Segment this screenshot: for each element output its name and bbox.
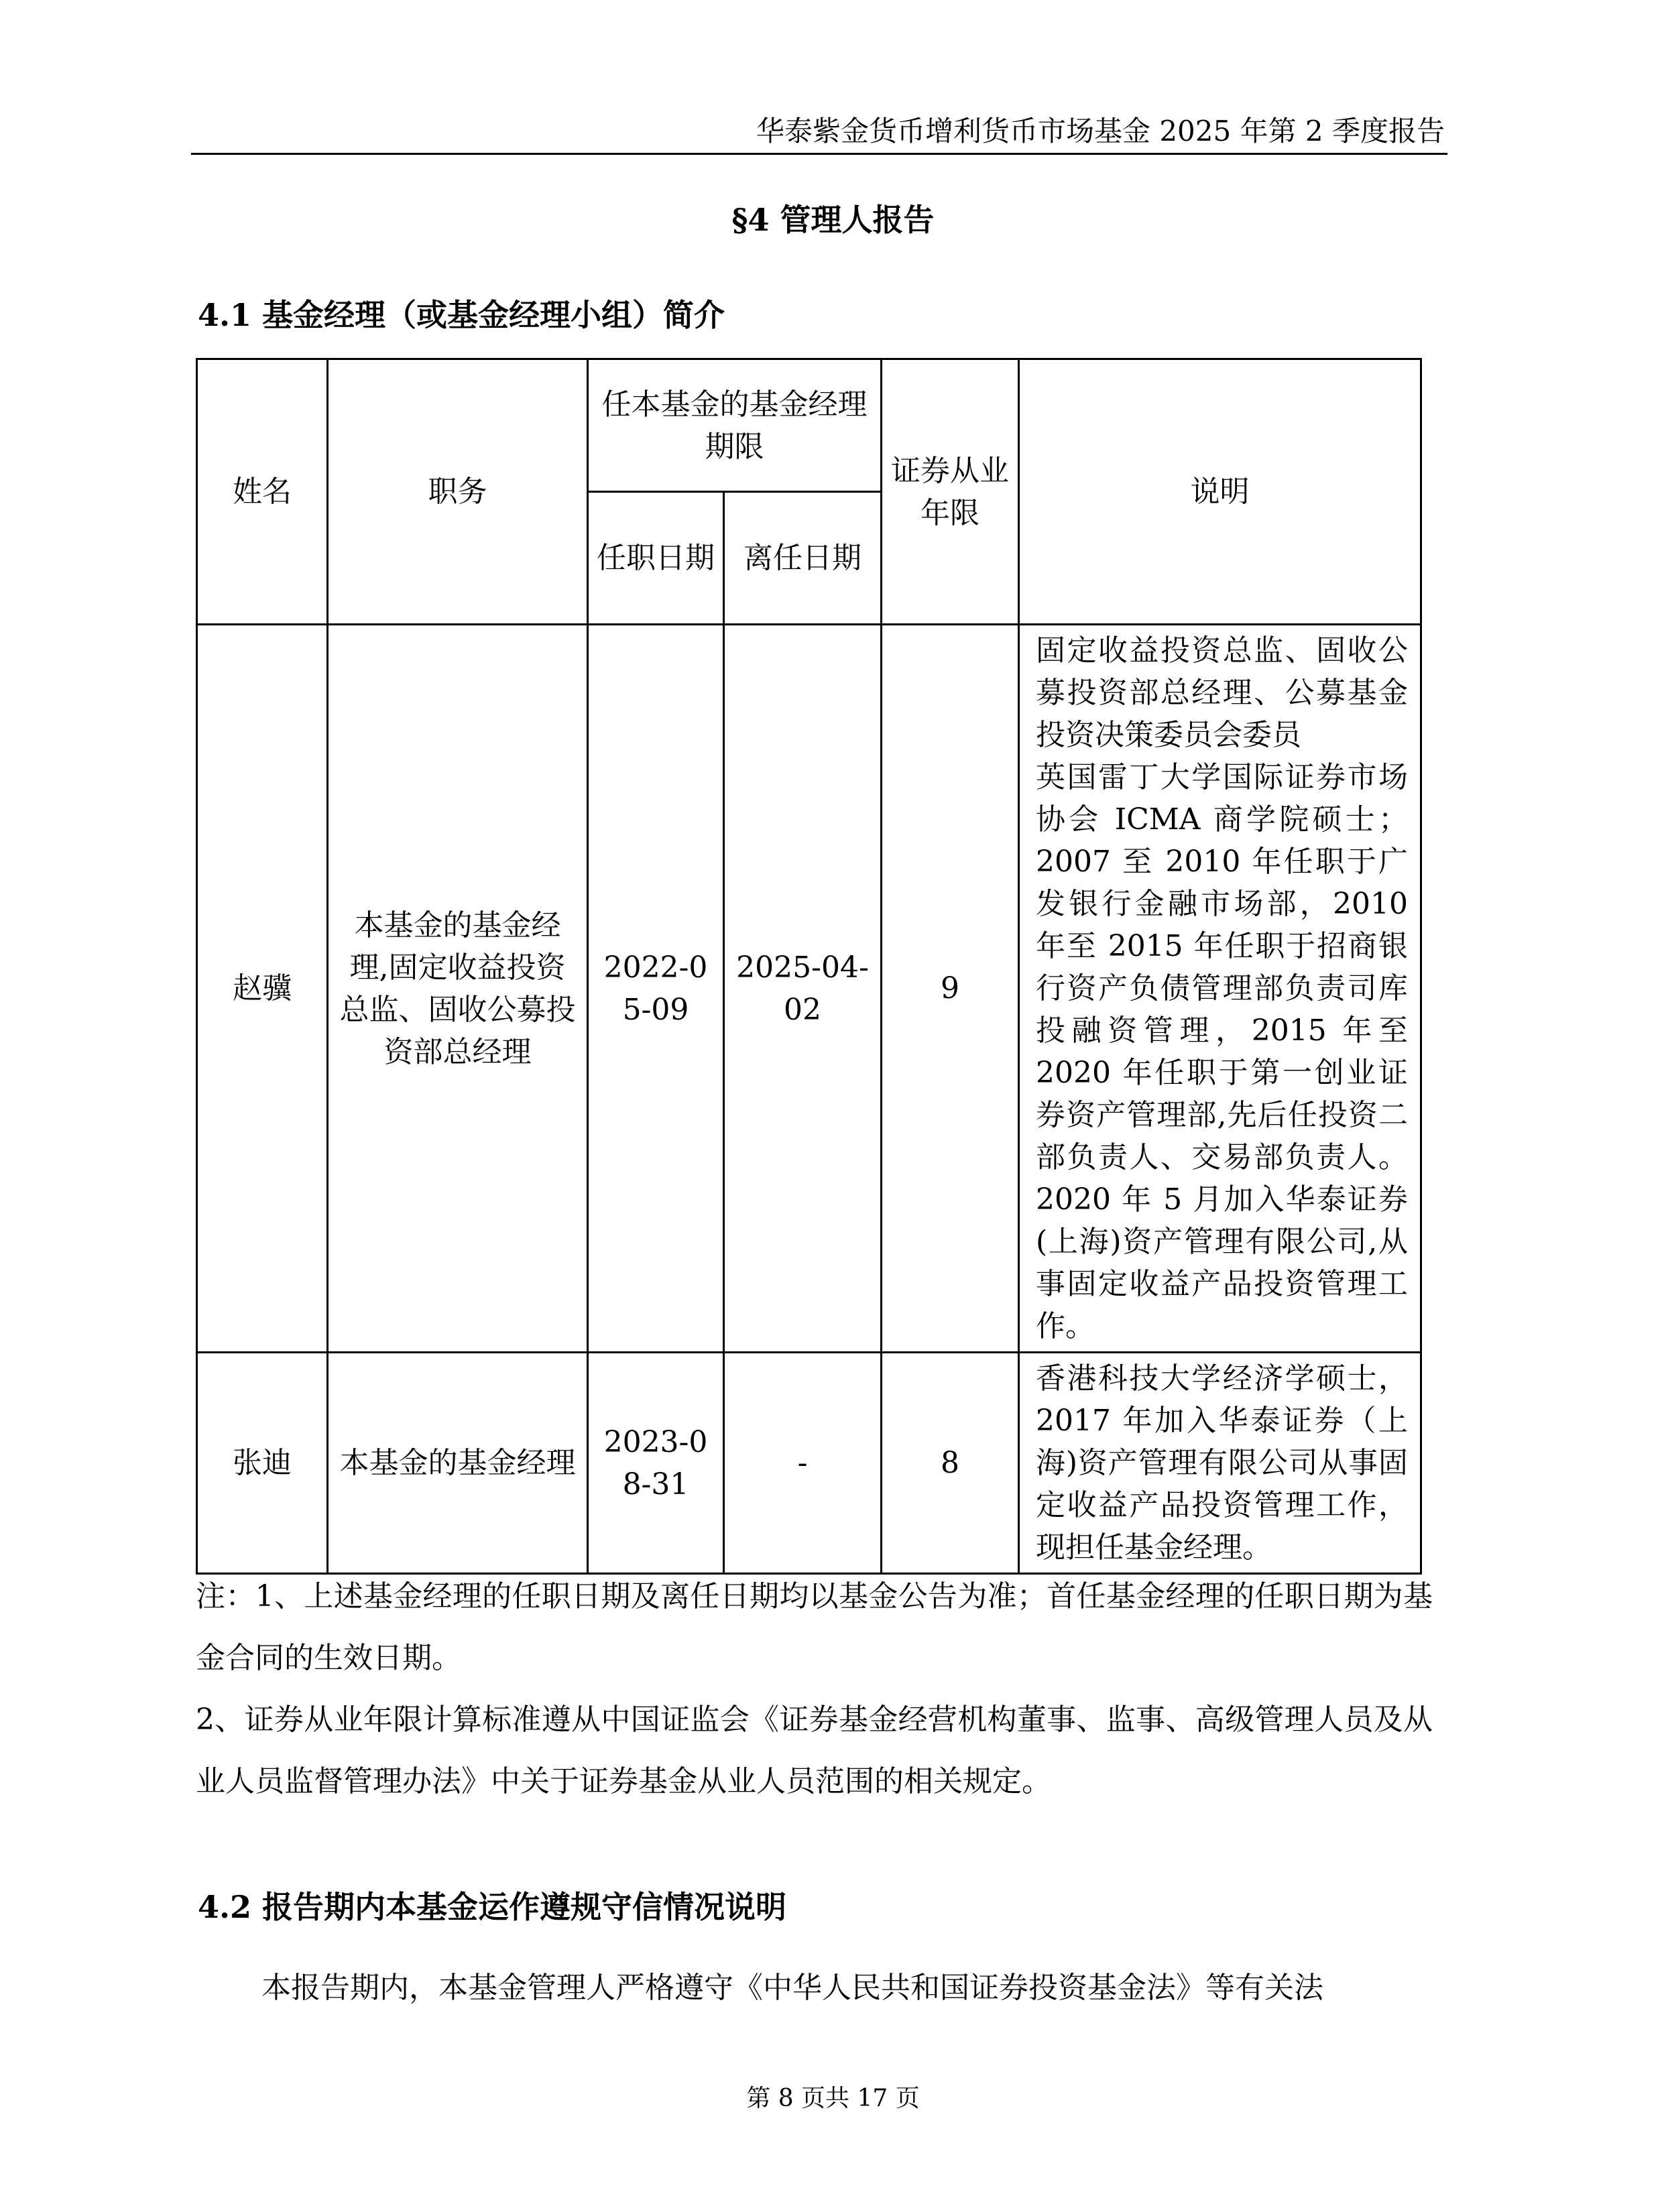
col-header-years: 证券从业年限 (882, 359, 1019, 625)
cell-end-date: 2025-04-02 (724, 625, 882, 1353)
col-header-end-date: 离任日期 (724, 492, 882, 625)
col-header-note: 说明 (1019, 359, 1421, 625)
body-paragraph: 本报告期内，本基金管理人严格遵守《中华人民共和国证券投资基金法》等有关法 (261, 1971, 1323, 2005)
col-header-position: 职务 (328, 359, 588, 625)
header-divider (191, 153, 1447, 155)
section-title: §4 管理人报告 (731, 202, 935, 238)
description-line: 固定收益投资总监、固收公募投资部总经理、公募基金投资决策委员会委员 (1036, 633, 1408, 752)
col-header-name: 姓名 (197, 359, 328, 625)
table-notes (196, 1566, 1433, 1812)
table-row (197, 625, 1421, 1353)
description-line: 英国雷丁大学国际证券市场协会 ICMA 商学院硕士；2007 至 2010 年任职于广发银行金融市场部，2010 年至 2015 年任职于招商银行资产负债管理部负责司库投融资管理，2015 年至 2020 年任职于第一创业证券资产管理部,先后任投资二部负责人、交易部负责人。2020 年 5 月加入华泰证券(上海)资产管理有限公司,从事固定收益产品投资管理工作。 (1036, 760, 1408, 1343)
col-header-start-date: 任职日期 (588, 492, 724, 625)
cell-position: 本基金的基金经理,固定收益投资总监、固收公募投资部总经理 (328, 625, 588, 1353)
note-1: 注：1、上述基金经理的任职日期及离任日期均以基金公告为准；首任基金经理的任职日期为基金合同的生效日期。 (196, 1579, 1433, 1675)
page-footer: 第 8 页共 17 页 (746, 2085, 920, 2112)
cell-years: 8 (882, 1353, 1019, 1574)
cell-name: 张迪 (197, 1353, 328, 1574)
report-header-title: 华泰紫金货币增利货币市场基金 2025 年第 2 季度报告 (756, 115, 1445, 147)
description-line: 香港科技大学经济学硕士，2017 年加入华泰证券（上海)资产管理有限公司从事固定收益产品投资管理工作，现担任基金经理。 (1036, 1361, 1408, 1564)
cell-years: 9 (882, 625, 1019, 1353)
fund-manager-table (196, 358, 1422, 1575)
cell-end-date: - (724, 1353, 882, 1574)
subsection-heading-4-2: 4.2 报告期内本基金运作遵规守信情况说明 (198, 1889, 787, 1925)
cell-description (1019, 625, 1421, 1353)
cell-start-date: 2023-08-31 (588, 1353, 724, 1574)
cell-description (1019, 1353, 1421, 1574)
table-header-row (197, 359, 1421, 492)
cell-position: 本基金的基金经理 (328, 1353, 588, 1574)
col-header-term-group: 任本基金的基金经理期限 (588, 359, 882, 492)
note-2: 2、证券从业年限计算标准遵从中国证监会《证券基金经营机构董事、监事、高级管理人员及从业人员监督管理办法》中关于证券基金从业人员范围的相关规定。 (196, 1703, 1433, 1798)
table-row (197, 1353, 1421, 1574)
subsection-heading-4-1: 4.1 基金经理（或基金经理小组）简介 (198, 297, 725, 333)
cell-start-date: 2022-05-09 (588, 625, 724, 1353)
cell-name: 赵骥 (197, 625, 328, 1353)
